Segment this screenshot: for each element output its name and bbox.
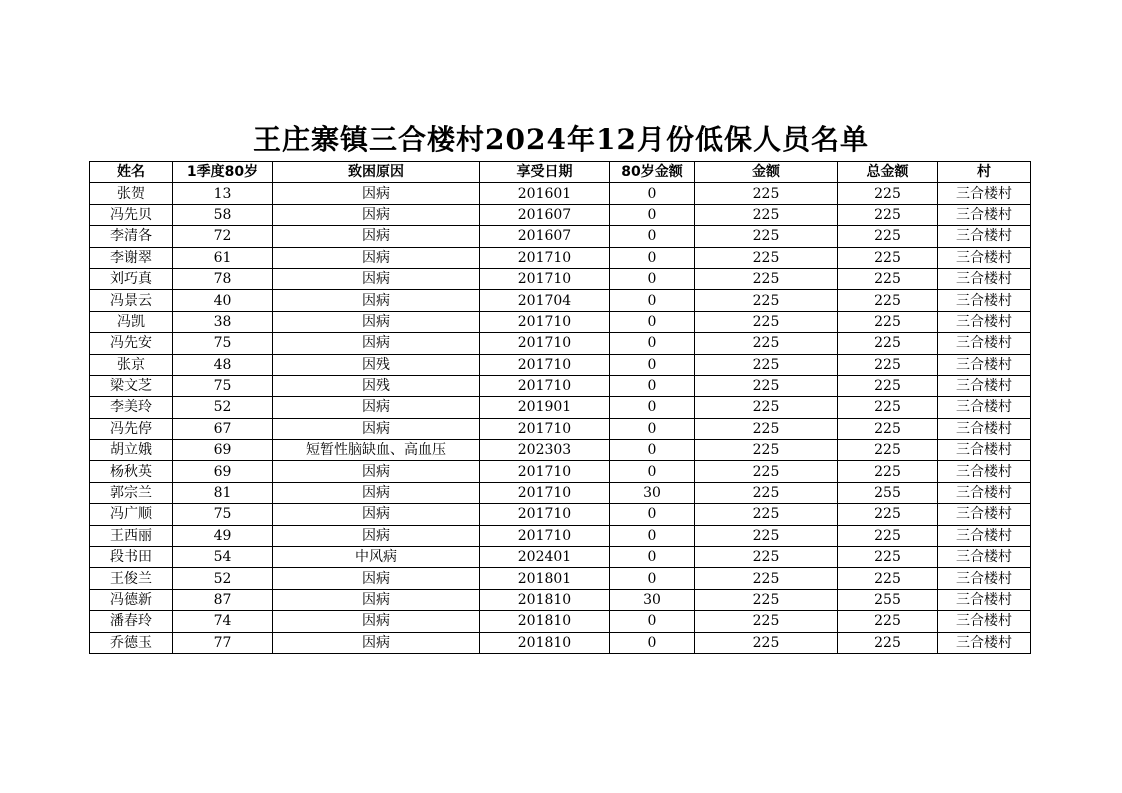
cell-start-date: 202303 — [480, 440, 610, 461]
cell-reason: 中风病 — [273, 547, 480, 568]
cell-village: 三合楼村 — [938, 311, 1031, 332]
header-reason: 致困原因 — [273, 162, 480, 183]
cell-total: 225 — [838, 247, 938, 268]
cell-80-amount: 0 — [610, 568, 695, 589]
cell-q1-80: 52 — [173, 568, 273, 589]
cell-name: 杨秋英 — [90, 461, 173, 482]
cell-q1-80: 54 — [173, 547, 273, 568]
cell-amount: 225 — [695, 547, 838, 568]
cell-reason: 因残 — [273, 375, 480, 396]
cell-total: 225 — [838, 183, 938, 204]
cell-80-amount: 0 — [610, 525, 695, 546]
header-name: 姓名 — [90, 162, 173, 183]
cell-total: 225 — [838, 632, 938, 653]
cell-80-amount: 0 — [610, 461, 695, 482]
cell-80-amount: 0 — [610, 504, 695, 525]
page-title: 王庄寨镇三合楼村2024年12月份低保人员名单 — [253, 123, 869, 156]
cell-start-date: 201710 — [480, 418, 610, 439]
cell-name: 潘春玲 — [90, 611, 173, 632]
cell-80-amount: 0 — [610, 311, 695, 332]
cell-80-amount: 0 — [610, 268, 695, 289]
cell-80-amount: 0 — [610, 611, 695, 632]
cell-q1-80: 48 — [173, 354, 273, 375]
cell-village: 三合楼村 — [938, 632, 1031, 653]
table-row — [90, 461, 1031, 482]
table-row — [90, 268, 1031, 289]
cell-start-date: 201710 — [480, 247, 610, 268]
cell-total: 225 — [838, 504, 938, 525]
cell-amount: 225 — [695, 375, 838, 396]
cell-amount: 225 — [695, 632, 838, 653]
cell-q1-80: 72 — [173, 226, 273, 247]
cell-start-date: 201710 — [480, 268, 610, 289]
cell-total: 225 — [838, 547, 938, 568]
cell-q1-80: 13 — [173, 183, 273, 204]
cell-reason: 因病 — [273, 482, 480, 503]
cell-village: 三合楼村 — [938, 268, 1031, 289]
cell-village: 三合楼村 — [938, 611, 1031, 632]
cell-q1-80: 74 — [173, 611, 273, 632]
table-row — [90, 247, 1031, 268]
cell-reason: 因病 — [273, 226, 480, 247]
cell-reason: 因病 — [273, 397, 480, 418]
cell-total: 225 — [838, 268, 938, 289]
cell-name: 冯景云 — [90, 290, 173, 311]
cell-name: 冯先安 — [90, 333, 173, 354]
cell-amount: 225 — [695, 461, 838, 482]
header-total: 总金额 — [838, 162, 938, 183]
cell-amount: 225 — [695, 183, 838, 204]
table-row — [90, 290, 1031, 311]
cell-80-amount: 0 — [610, 547, 695, 568]
cell-start-date: 201710 — [480, 333, 610, 354]
cell-reason: 因病 — [273, 461, 480, 482]
cell-total: 255 — [838, 482, 938, 503]
table-header — [90, 162, 1031, 183]
cell-q1-80: 75 — [173, 504, 273, 525]
cell-name: 李清各 — [90, 226, 173, 247]
cell-amount: 225 — [695, 611, 838, 632]
cell-name: 段书田 — [90, 547, 173, 568]
cell-total: 225 — [838, 226, 938, 247]
cell-reason: 因病 — [273, 333, 480, 354]
cell-village: 三合楼村 — [938, 504, 1031, 525]
cell-q1-80: 52 — [173, 397, 273, 418]
cell-reason: 因病 — [273, 504, 480, 525]
table-row — [90, 183, 1031, 204]
cell-start-date: 201601 — [480, 183, 610, 204]
cell-name: 冯先贝 — [90, 204, 173, 225]
cell-name: 张京 — [90, 354, 173, 375]
cell-total: 225 — [838, 461, 938, 482]
cell-total: 225 — [838, 204, 938, 225]
cell-80-amount: 0 — [610, 247, 695, 268]
cell-reason: 因病 — [273, 311, 480, 332]
cell-amount: 225 — [695, 204, 838, 225]
cell-q1-80: 69 — [173, 440, 273, 461]
cell-village: 三合楼村 — [938, 183, 1031, 204]
cell-q1-80: 77 — [173, 632, 273, 653]
cell-start-date: 201810 — [480, 589, 610, 610]
cell-q1-80: 67 — [173, 418, 273, 439]
table-row — [90, 482, 1031, 503]
table-row — [90, 204, 1031, 225]
cell-total: 255 — [838, 589, 938, 610]
cell-name: 冯德新 — [90, 589, 173, 610]
cell-amount: 225 — [695, 589, 838, 610]
cell-total: 225 — [838, 354, 938, 375]
table-row — [90, 632, 1031, 653]
table-row — [90, 547, 1031, 568]
cell-name: 刘巧真 — [90, 268, 173, 289]
cell-name: 李谢翠 — [90, 247, 173, 268]
cell-amount: 225 — [695, 226, 838, 247]
cell-start-date: 201607 — [480, 226, 610, 247]
cell-start-date: 201710 — [480, 311, 610, 332]
cell-amount: 225 — [695, 290, 838, 311]
cell-q1-80: 75 — [173, 333, 273, 354]
header-start-date: 享受日期 — [480, 162, 610, 183]
cell-start-date: 201801 — [480, 568, 610, 589]
cell-reason: 因病 — [273, 290, 480, 311]
table-row — [90, 440, 1031, 461]
cell-amount: 225 — [695, 311, 838, 332]
cell-name: 胡立娥 — [90, 440, 173, 461]
cell-start-date: 201901 — [480, 397, 610, 418]
cell-total: 225 — [838, 440, 938, 461]
cell-village: 三合楼村 — [938, 589, 1031, 610]
cell-start-date: 201704 — [480, 290, 610, 311]
table-row — [90, 525, 1031, 546]
cell-start-date: 201810 — [480, 632, 610, 653]
table-body — [90, 183, 1031, 654]
cell-amount: 225 — [695, 354, 838, 375]
cell-village: 三合楼村 — [938, 525, 1031, 546]
cell-80-amount: 0 — [610, 418, 695, 439]
header-80-amount: 80岁金额 — [610, 162, 695, 183]
cell-village: 三合楼村 — [938, 204, 1031, 225]
cell-q1-80: 61 — [173, 247, 273, 268]
cell-q1-80: 58 — [173, 204, 273, 225]
cell-80-amount: 0 — [610, 375, 695, 396]
header-q1-80: 1季度80岁 — [173, 162, 273, 183]
table-row — [90, 311, 1031, 332]
cell-reason: 因病 — [273, 525, 480, 546]
cell-total: 225 — [838, 397, 938, 418]
cell-reason: 因病 — [273, 183, 480, 204]
table-row — [90, 375, 1031, 396]
cell-amount: 225 — [695, 247, 838, 268]
cell-q1-80: 40 — [173, 290, 273, 311]
cell-name: 乔德玉 — [90, 632, 173, 653]
cell-start-date: 201710 — [480, 375, 610, 396]
header-row — [90, 162, 1031, 183]
cell-80-amount: 0 — [610, 440, 695, 461]
cell-start-date: 201710 — [480, 504, 610, 525]
cell-80-amount: 0 — [610, 632, 695, 653]
cell-village: 三合楼村 — [938, 482, 1031, 503]
cell-total: 225 — [838, 311, 938, 332]
cell-amount: 225 — [695, 418, 838, 439]
table-row — [90, 611, 1031, 632]
table-row — [90, 397, 1031, 418]
cell-q1-80: 78 — [173, 268, 273, 289]
table-row — [90, 568, 1031, 589]
cell-80-amount: 30 — [610, 589, 695, 610]
cell-start-date: 201710 — [480, 482, 610, 503]
cell-amount: 225 — [695, 397, 838, 418]
welfare-roster-table — [89, 161, 1031, 654]
cell-start-date: 202401 — [480, 547, 610, 568]
cell-village: 三合楼村 — [938, 247, 1031, 268]
cell-village: 三合楼村 — [938, 418, 1031, 439]
cell-80-amount: 0 — [610, 183, 695, 204]
cell-start-date: 201710 — [480, 461, 610, 482]
cell-amount: 225 — [695, 525, 838, 546]
table-row — [90, 333, 1031, 354]
cell-village: 三合楼村 — [938, 226, 1031, 247]
cell-amount: 225 — [695, 268, 838, 289]
cell-reason: 因病 — [273, 611, 480, 632]
cell-name: 冯凯 — [90, 311, 173, 332]
cell-name: 王西丽 — [90, 525, 173, 546]
cell-name: 冯广顺 — [90, 504, 173, 525]
cell-start-date: 201810 — [480, 611, 610, 632]
cell-amount: 225 — [695, 333, 838, 354]
cell-village: 三合楼村 — [938, 333, 1031, 354]
cell-village: 三合楼村 — [938, 547, 1031, 568]
table-row — [90, 226, 1031, 247]
cell-start-date: 201710 — [480, 525, 610, 546]
cell-reason: 因病 — [273, 247, 480, 268]
cell-name: 李美玲 — [90, 397, 173, 418]
cell-total: 225 — [838, 568, 938, 589]
cell-village: 三合楼村 — [938, 290, 1031, 311]
cell-total: 225 — [838, 333, 938, 354]
cell-q1-80: 38 — [173, 311, 273, 332]
cell-amount: 225 — [695, 440, 838, 461]
cell-name: 张贺 — [90, 183, 173, 204]
cell-amount: 225 — [695, 482, 838, 503]
cell-80-amount: 0 — [610, 397, 695, 418]
cell-village: 三合楼村 — [938, 461, 1031, 482]
cell-amount: 225 — [695, 568, 838, 589]
cell-village: 三合楼村 — [938, 397, 1031, 418]
cell-reason: 因残 — [273, 354, 480, 375]
cell-q1-80: 87 — [173, 589, 273, 610]
cell-reason: 短暂性脑缺血、高血压 — [273, 440, 480, 461]
cell-total: 225 — [838, 375, 938, 396]
cell-village: 三合楼村 — [938, 375, 1031, 396]
header-amount: 金额 — [695, 162, 838, 183]
cell-reason: 因病 — [273, 418, 480, 439]
cell-start-date: 201710 — [480, 354, 610, 375]
cell-reason: 因病 — [273, 589, 480, 610]
cell-q1-80: 75 — [173, 375, 273, 396]
table-row — [90, 354, 1031, 375]
table-row — [90, 589, 1031, 610]
cell-name: 冯先停 — [90, 418, 173, 439]
table-row — [90, 504, 1031, 525]
cell-reason: 因病 — [273, 268, 480, 289]
cell-total: 225 — [838, 611, 938, 632]
cell-total: 225 — [838, 290, 938, 311]
cell-village: 三合楼村 — [938, 354, 1031, 375]
cell-name: 郭宗兰 — [90, 482, 173, 503]
cell-80-amount: 0 — [610, 354, 695, 375]
cell-name: 王俊兰 — [90, 568, 173, 589]
cell-start-date: 201607 — [480, 204, 610, 225]
cell-80-amount: 0 — [610, 226, 695, 247]
cell-q1-80: 81 — [173, 482, 273, 503]
cell-80-amount: 0 — [610, 290, 695, 311]
cell-80-amount: 0 — [610, 333, 695, 354]
cell-reason: 因病 — [273, 568, 480, 589]
cell-name: 梁文芝 — [90, 375, 173, 396]
cell-reason: 因病 — [273, 632, 480, 653]
table-row — [90, 418, 1031, 439]
cell-80-amount: 30 — [610, 482, 695, 503]
cell-80-amount: 0 — [610, 204, 695, 225]
cell-amount: 225 — [695, 504, 838, 525]
cell-total: 225 — [838, 525, 938, 546]
cell-q1-80: 49 — [173, 525, 273, 546]
cell-reason: 因病 — [273, 204, 480, 225]
cell-q1-80: 69 — [173, 461, 273, 482]
cell-total: 225 — [838, 418, 938, 439]
cell-village: 三合楼村 — [938, 568, 1031, 589]
cell-village: 三合楼村 — [938, 440, 1031, 461]
header-village: 村 — [938, 162, 1031, 183]
